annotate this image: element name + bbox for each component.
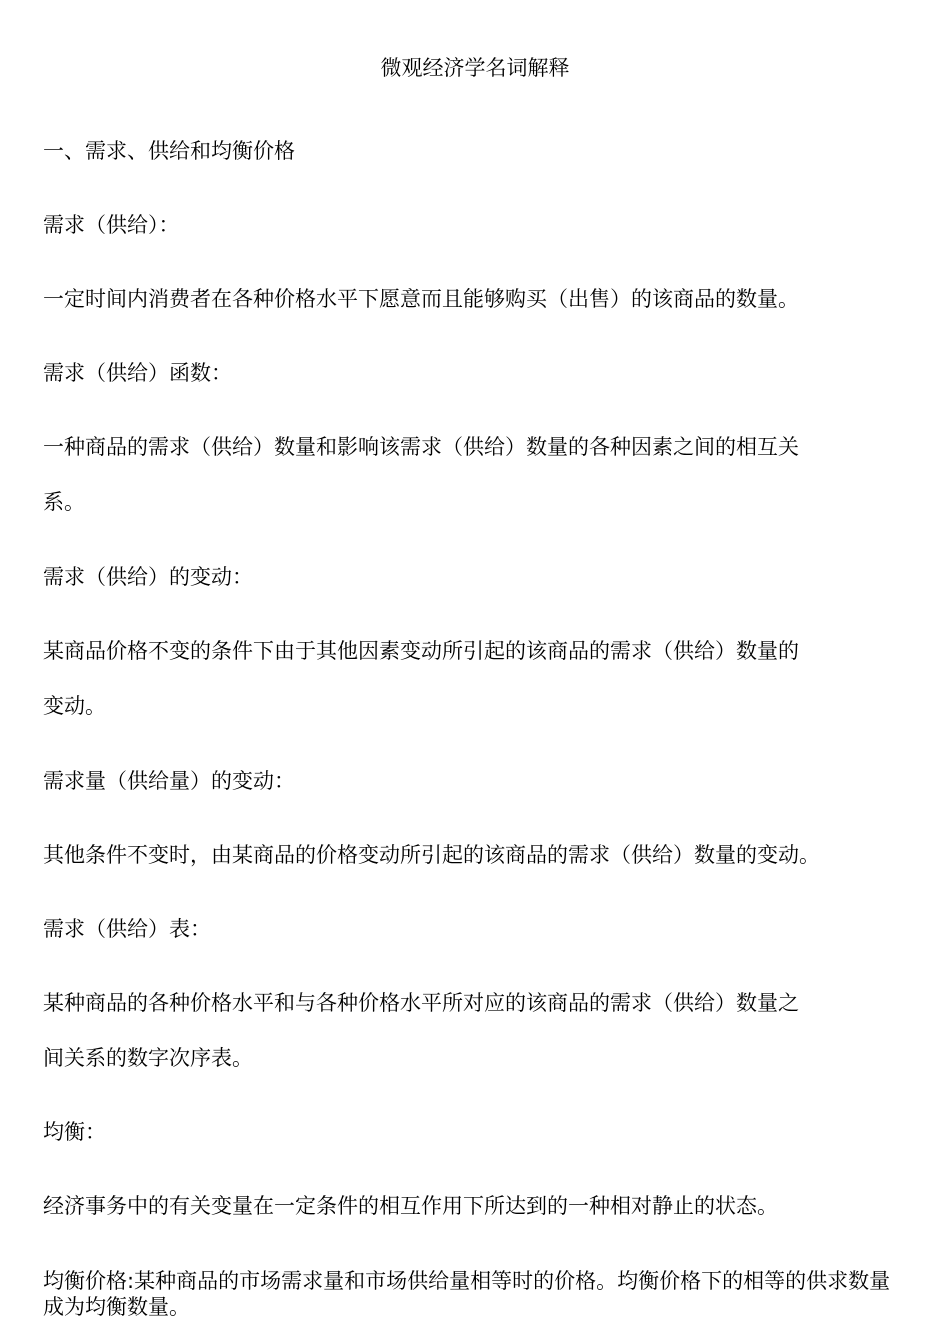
definition-demand-schedule-line1: 某种商品的各种价格水平和与各种价格水平所对应的该商品的需求（供给）数量之 — [43, 991, 799, 1015]
definition-demand-change-line1: 某商品价格不变的条件下由于其他因素变动所引起的该商品的需求（供给）数量的 — [43, 639, 799, 663]
definition-equilibrium: 经济事务中的有关变量在一定条件的相互作用下所达到的一种相对静止的状态。 — [43, 1194, 778, 1218]
definition-demand-change-line2: 变动。 — [43, 694, 106, 718]
document-title: 微观经济学名词解释 — [380, 56, 570, 80]
definition-demand: 一定时间内消费者在各种价格水平下愿意而且能够购买（出售）的该商品的数量。 — [43, 287, 799, 311]
definition-demand-schedule-line2: 间关系的数字次序表。 — [43, 1046, 253, 1070]
term-demand: 需求（供给）： — [43, 213, 180, 237]
term-quantity-change: 需求量（供给量）的变动： — [43, 769, 295, 793]
term-demand-function: 需求（供给）函数： — [43, 361, 232, 385]
term-demand-change: 需求（供给）的变动： — [43, 565, 253, 589]
term-demand-schedule: 需求（供给）表： — [43, 917, 211, 941]
section-heading: 一、需求、供给和均衡价格 — [43, 139, 295, 163]
definition-demand-function-line1: 一种商品的需求（供给）数量和影响该需求（供给）数量的各种因素之间的相互关 — [43, 435, 799, 459]
definition-quantity-change: 其他条件不变时，由某商品的价格变动所引起的该商品的需求（供给）数量的变动。 — [43, 843, 820, 867]
term-equilibrium: 均衡： — [43, 1120, 106, 1144]
definition-demand-function-line2: 系。 — [43, 490, 85, 514]
definition-equilibrium-price: 均衡价格:某种商品的市场需求量和市场供给量相等时的价格。均衡价格下的相等的供求数量成为均衡数量。 — [43, 1269, 891, 1319]
